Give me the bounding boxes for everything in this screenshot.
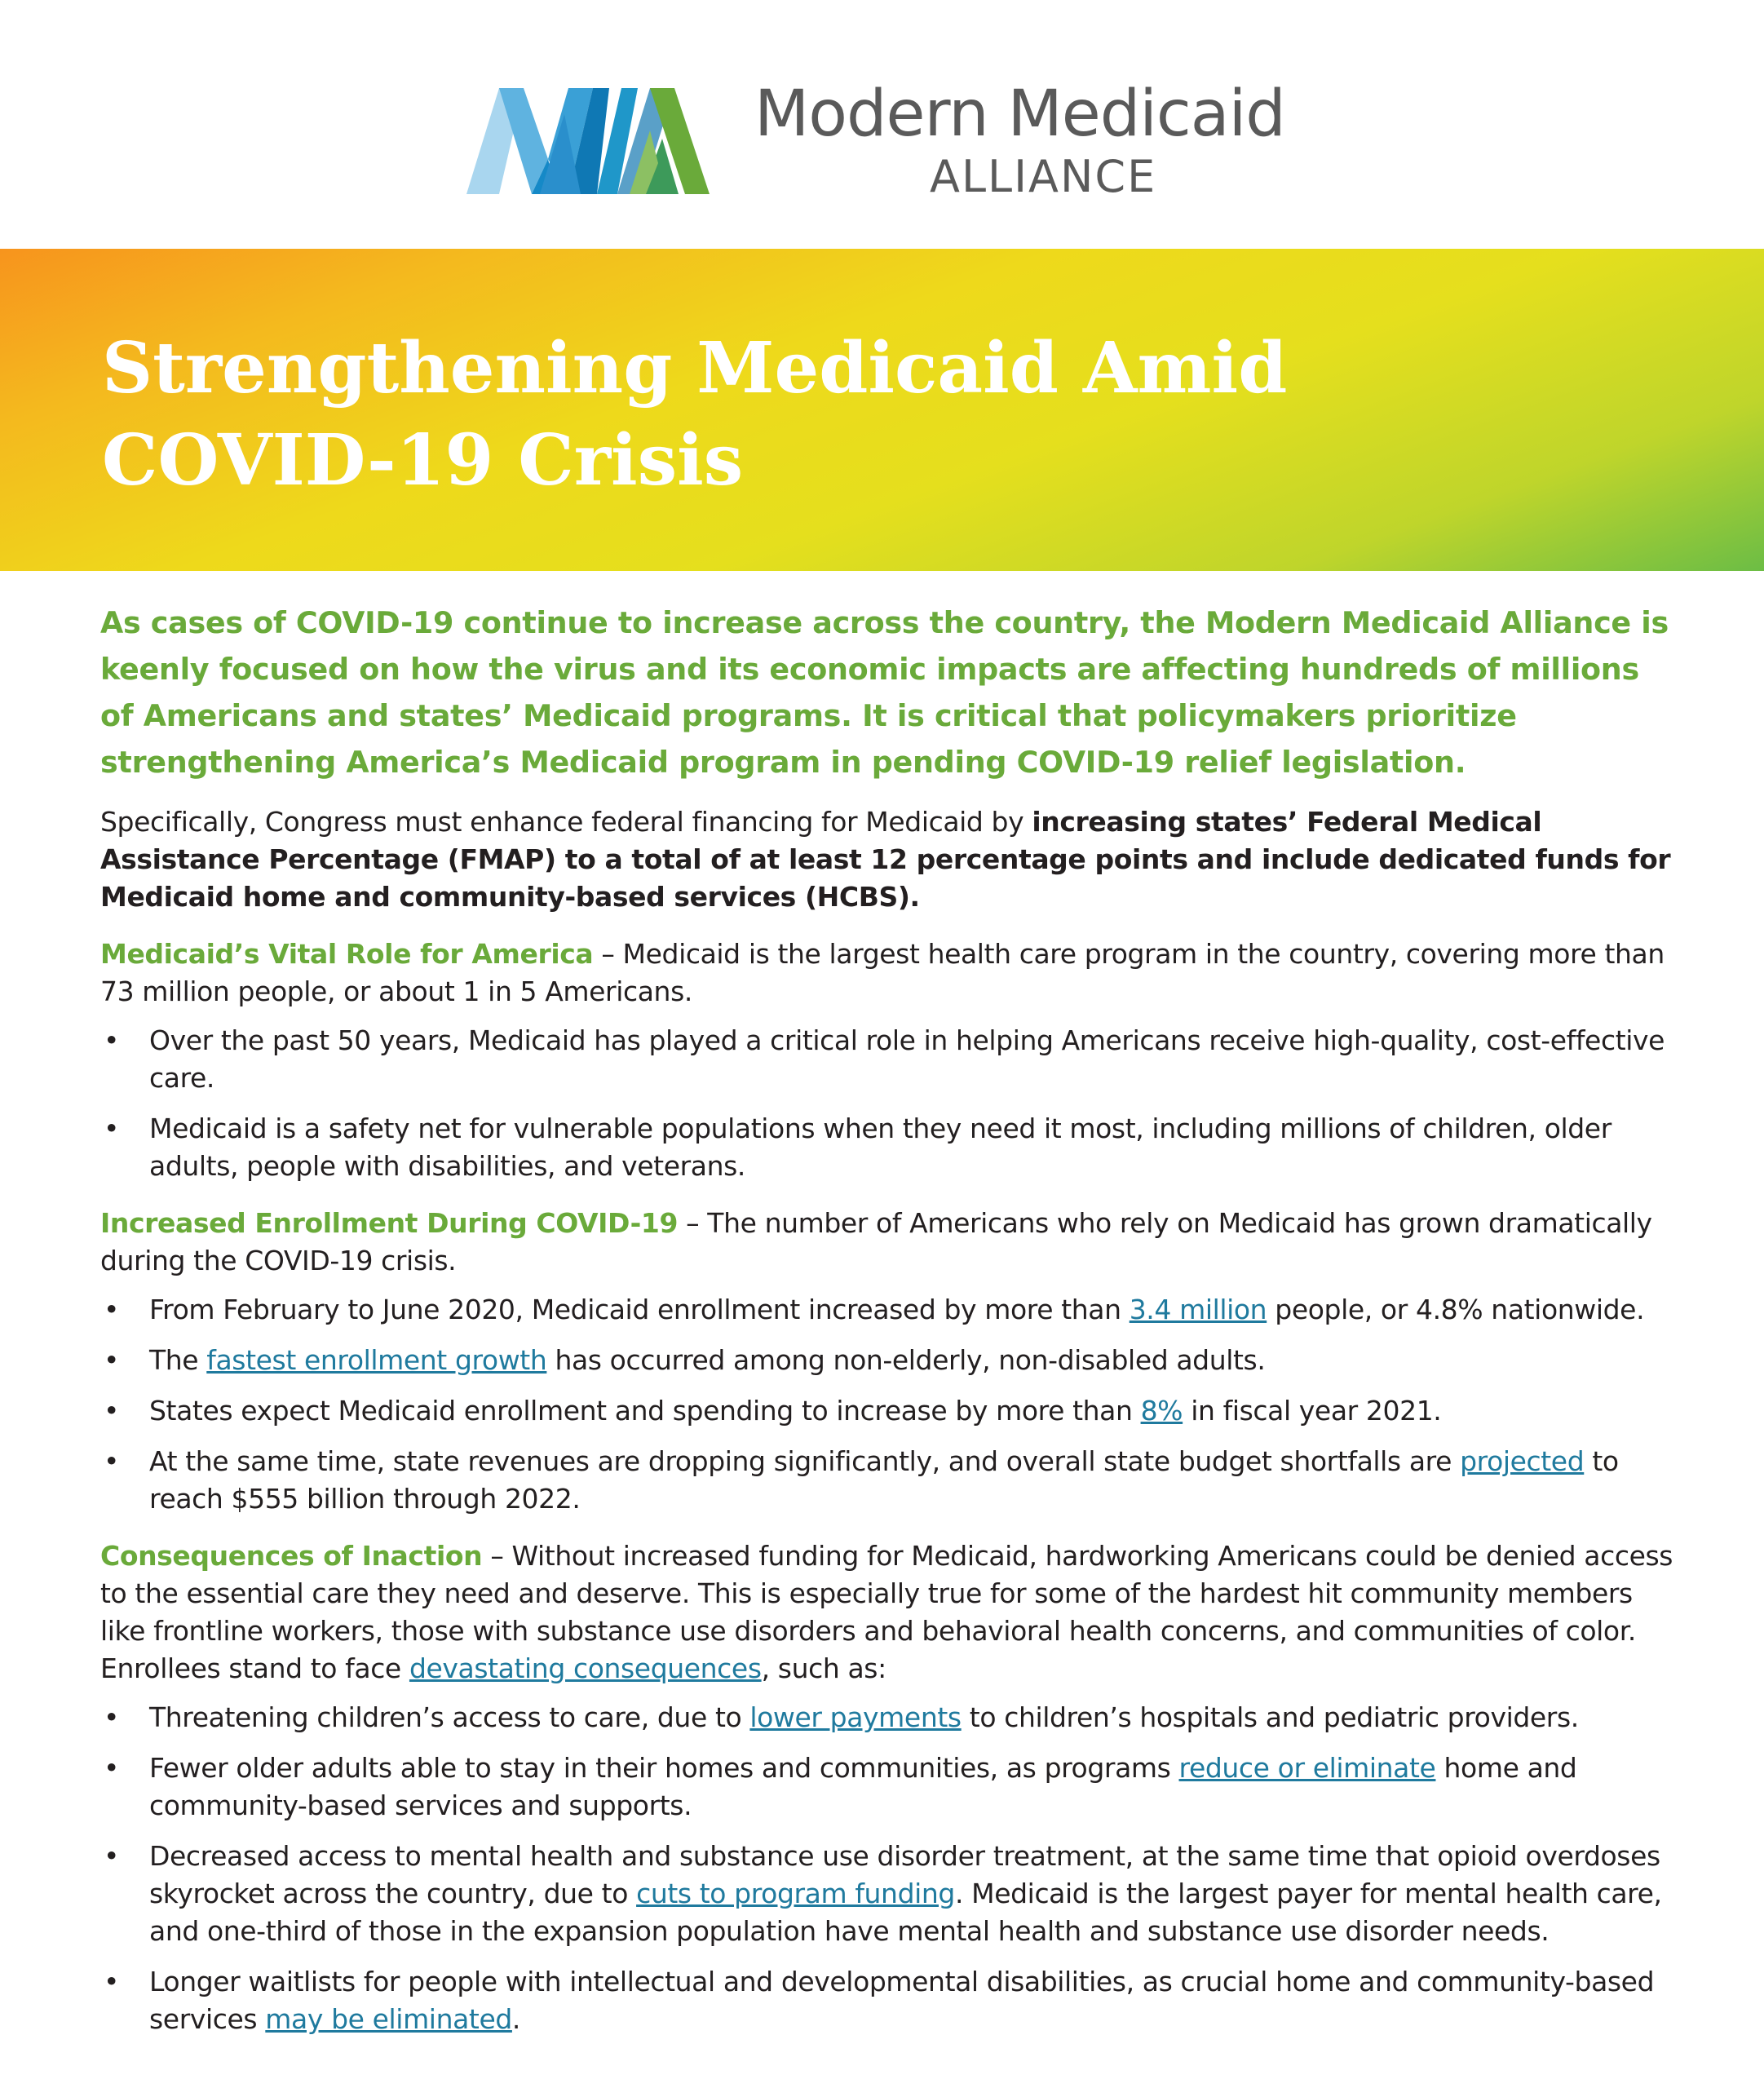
list-item-text: Fewer older adults able to stay in their homes and communities, as programs	[149, 1752, 1179, 1784]
list-item-text: to children’s hospitals and pediatric providers.	[961, 1701, 1579, 1733]
section-intro-end: , such as:	[761, 1652, 886, 1684]
modern-medicaid-alliance-logo-icon	[466, 82, 711, 196]
link-3-4-million[interactable]: 3.4 million	[1129, 1294, 1267, 1325]
list-item-text: has occurred among non-elderly, non-disabled adults.	[546, 1344, 1266, 1376]
list-item-text: people, or 4.8% nationwide.	[1267, 1294, 1645, 1325]
section-vital-role	[100, 936, 1674, 1011]
section-heading: Increased Enrollment During COVID-19	[100, 1207, 679, 1239]
section-heading: Consequences of Inaction	[100, 1540, 483, 1572]
link-devastating-consequences[interactable]: devastating consequences	[409, 1652, 762, 1684]
link-may-be-eliminated[interactable]: may be eliminated	[265, 2003, 512, 2035]
bullet-list	[100, 1022, 1674, 1185]
list-item	[100, 1291, 1674, 1329]
list-item	[100, 1699, 1674, 1736]
list-item	[100, 1963, 1674, 2038]
list-item-text: .	[511, 2003, 520, 2035]
link-lower-payments[interactable]: lower payments	[749, 1701, 962, 1733]
section-intro: – Without increased funding for Medicaid, hardworking Americans could be denied access to the essential care they need and deserve. This is especially true for some of the hardest hit community members like frontline workers, those with substance use disorders and behavioral health concerns, and communities of color. Enrollees stand to face	[100, 1540, 1673, 1684]
page-title-line-2: COVID-19 Crisis	[102, 419, 744, 502]
section-intro: – Medicaid is the largest health care program in the country, covering more than 73 million people, or about 1 in 5 Americans.	[100, 938, 1665, 1007]
bullet-list	[100, 1699, 1674, 2038]
list-item-text: Longer waitlists for people with intellectual and developmental disabilities, as crucial home and community-based services	[149, 1966, 1655, 2035]
list-item-text: . Medicaid is the largest payer for mental health care, and one-third of those in the expansion population have mental health and substance use disorder needs.	[149, 1878, 1662, 1947]
main-content	[100, 599, 1674, 2051]
list-item-text: home and community-based services and supports.	[149, 1752, 1577, 1821]
list-item-text: From February to June 2020, Medicaid enrollment increased by more than	[149, 1294, 1130, 1325]
list-item: • Medicaid is a safety net for vulnerable populations when they need it most, including millions of children, older adults, people with disabilities, and veterans.	[100, 1110, 1674, 1185]
link-8-percent[interactable]: 8%	[1140, 1395, 1183, 1427]
specifically-text: Specifically, Congress must enhance federal financing for Medicaid by	[100, 806, 1032, 838]
list-item	[100, 1392, 1674, 1430]
page-title-line-1: Strengthening Medicaid Amid	[102, 327, 1288, 409]
page-title	[102, 322, 1287, 507]
logo-subwordmark: ALLIANCE	[930, 151, 1157, 202]
list-item	[100, 1750, 1674, 1825]
list-item-text: in fiscal year 2021.	[1183, 1395, 1442, 1427]
bullet-list	[100, 1291, 1674, 1518]
section-consequences	[100, 1537, 1674, 1688]
section-increased-enrollment	[100, 1205, 1674, 1280]
list-item-text: to reach $555 billion through 2022.	[149, 1445, 1619, 1515]
list-item-text: Decreased access to mental health and substance use disorder treatment, at the same time that opioid overdoses skyrocket across the country, due to	[149, 1840, 1660, 1909]
list-item-text: States expect Medicaid enrollment and spending to increase by more than	[149, 1395, 1141, 1427]
list-item: • Over the past 50 years, Medicaid has played a critical role in helping Americans receive high-quality, cost-effective care.	[100, 1022, 1674, 1097]
section-heading: Medicaid’s Vital Role for America	[100, 938, 594, 970]
list-item-text: Threatening children’s access to care, due to	[149, 1701, 750, 1733]
link-reduce-or-eliminate[interactable]: reduce or eliminate	[1178, 1752, 1436, 1784]
lead-paragraph: As cases of COVID-19 continue to increase across the country, the Modern Medicaid Alliance is keenly focused on how the virus and its economic impacts are affecting hundreds of millions of Americans and states’ Medicaid programs. It is critical that policymakers prioritize strengthening America’s Medicaid program in pending COVID-19 relief legislation.	[100, 605, 1669, 780]
specifically-paragraph	[100, 803, 1674, 916]
list-item-text: At the same time, state revenues are dropping significantly, and overall state budget shortfalls are	[149, 1445, 1461, 1477]
list-item	[100, 1443, 1674, 1518]
link-projected[interactable]: projected	[1460, 1445, 1585, 1477]
section-intro: – The number of Americans who rely on Medicaid has grown dramatically during the COVID-19 crisis.	[100, 1207, 1652, 1276]
list-item-text: The	[149, 1344, 207, 1376]
link-fastest-enrollment-growth[interactable]: fastest enrollment growth	[206, 1344, 547, 1376]
link-cuts-to-program-funding[interactable]: cuts to program funding	[636, 1878, 955, 1909]
list-item	[100, 1342, 1674, 1379]
list-item	[100, 1838, 1674, 1950]
page-header	[0, 0, 1764, 249]
specifically-bold: increasing states’ Federal Medical Assistance Percentage (FMAP) to a total of at least 12 percentage points and include dedicated funds for Medicaid home and community-based services (HCBS).	[100, 806, 1671, 913]
logo-wordmark: Modern Medicaid	[754, 77, 1285, 151]
